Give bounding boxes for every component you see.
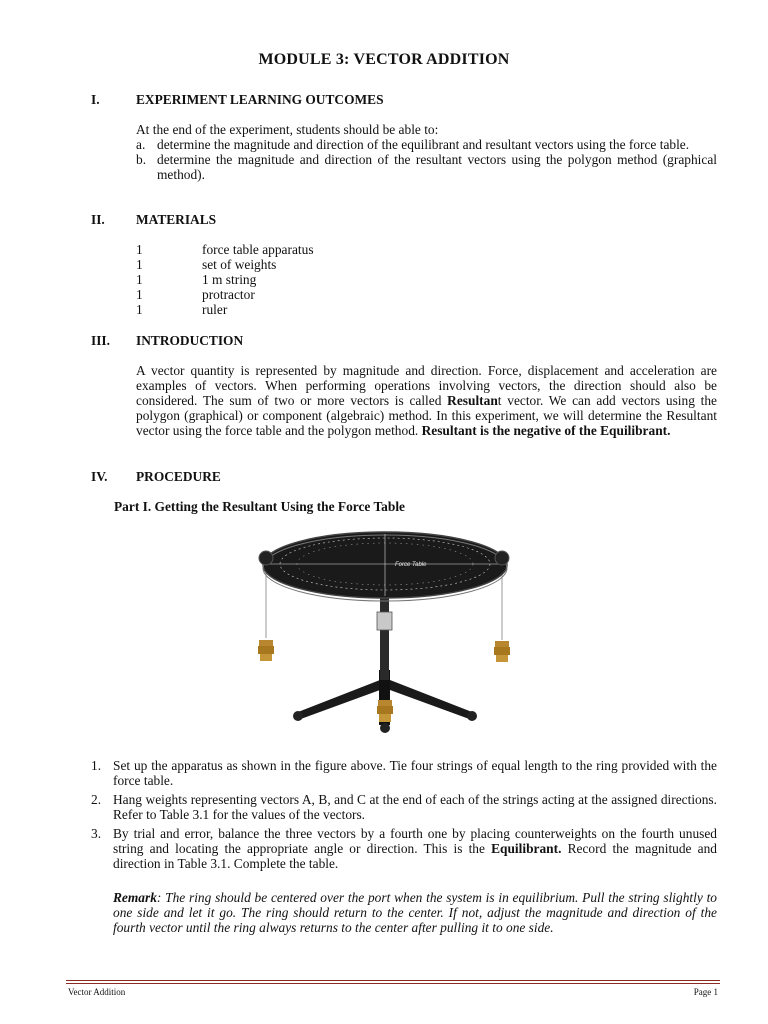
figure-label: Force Table [395, 562, 427, 568]
material-name: ruler [202, 302, 228, 317]
footer-rule [66, 983, 720, 984]
material-name: 1 m string [202, 272, 257, 287]
section-heading-outcomes [91, 92, 384, 108]
step-text: Record the magnitude and direction in Table 3.1. Complete the table. [113, 841, 717, 871]
material-name: force table apparatus [202, 242, 314, 257]
procedure-steps [91, 758, 717, 875]
step-number: 2. [91, 792, 102, 807]
section-heading-procedure [91, 469, 221, 485]
step-number: 1. [91, 758, 102, 773]
list-item-text: determine the magnitude and direction of the resultant vectors using the polygon method (graphical method). [157, 152, 717, 182]
list-item-text: determine the magnitude and direction of the equilibrant and resultant vectors using the force table. [157, 137, 690, 152]
material-qty: 1 [136, 242, 143, 257]
section-heading-materials [91, 212, 216, 228]
procedure-step [91, 826, 717, 871]
section-title: INTRODUCTION [136, 333, 244, 348]
intro-text: A vector quantity is represented by magnitude and direction. Force, displacement and acceleration are examples of vectors. When performing operations involving vectors, the direction should also be considered. The sum of two or more vectors is called [136, 363, 717, 408]
intro-bold-statement: Resultant is the negative of the Equilibrant. [421, 423, 671, 438]
step-text: By trial and error, balance the three vectors by a fourth one by placing counterweights on the fourth unused string and locating the appropriate angle or direction. This is the [113, 826, 717, 856]
section-number: IV. [91, 469, 108, 484]
force-table-figure [240, 520, 530, 745]
section-title: EXPERIMENT LEARNING OUTCOMES [136, 92, 384, 107]
step-text: Set up the apparatus as shown in the figure above. Tie four strings of equal length to the ring provided with the force table. [113, 758, 717, 788]
procedure-step [91, 758, 717, 788]
section-number: I. [91, 92, 100, 107]
page-number: Page 1 [693, 987, 718, 997]
section-number: III. [91, 333, 110, 348]
step-bold-equilibrant: Equilibrant. [491, 841, 562, 856]
step-text: Hang weights representing vectors A, B, and C at the end of each of the strings acting at the assigned directions. Refer to Table 3.1 for the values of the vectors. [113, 792, 717, 822]
page-title: MODULE 3: VECTOR ADDITION [258, 51, 510, 68]
introduction-paragraph [136, 363, 717, 438]
material-name: protractor [202, 287, 255, 302]
section-title: MATERIALS [136, 212, 217, 227]
material-name: set of weights [202, 257, 277, 272]
part-heading: Part I. Getting the Resultant Using the Force Table [114, 499, 405, 514]
section-title: PROCEDURE [136, 469, 221, 484]
footer-rule [66, 980, 720, 981]
list-item [136, 137, 717, 152]
footer-title: Vector Addition [68, 987, 126, 997]
outcomes-intro: At the end of the experiment, students should be able to: [136, 122, 439, 137]
intro-text: t vector. We can add vectors using the polygon (graphical) or component (algebraic) method. In this experiment, we will determine the Resultant vector using the force table and the polygon method. [136, 393, 718, 438]
list-marker: b. [136, 152, 147, 167]
remark-text: : The ring should be centered over the port when the system is in equilibrium. Pull the string slightly to one side and let it go. The ring should return to the center. If not, adjust the magnitude and direction of the fourth vector until the ring always returns to the center after pulling it to one side. [113, 890, 717, 935]
section-heading-introduction [91, 333, 243, 349]
section-number: II. [91, 212, 105, 227]
list-item [136, 152, 717, 182]
procedure-step [91, 792, 717, 822]
intro-bold-resultant: Resultan [447, 393, 498, 408]
outcomes-list [136, 137, 717, 182]
material-qty: 1 [136, 302, 143, 317]
step-number: 3. [91, 826, 102, 841]
material-qty: 1 [136, 272, 143, 287]
remark-paragraph [113, 890, 717, 935]
list-marker: a. [136, 137, 146, 152]
material-qty: 1 [136, 257, 143, 272]
material-qty: 1 [136, 287, 143, 302]
remark-label: Remark [113, 890, 157, 905]
